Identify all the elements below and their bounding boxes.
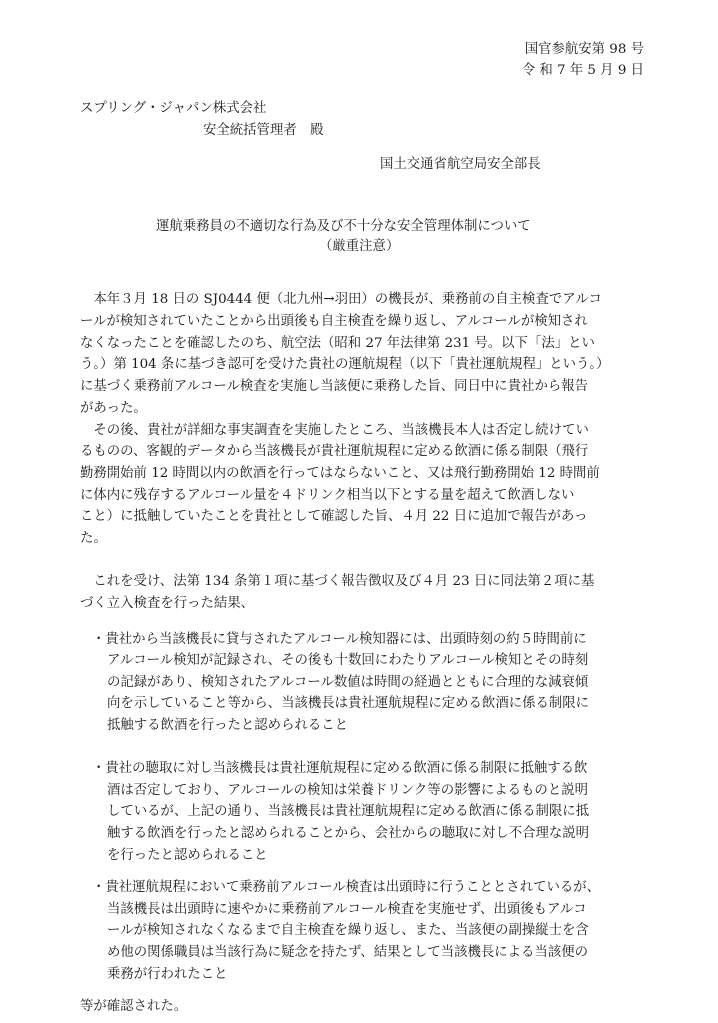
finding-line: ・貴社の聴取に対し当該機長は貴社運航規程に定める飲酒に係る制限に抵触する飲 xyxy=(92,761,588,776)
finding-line: の記録があり、検知されたアルコール数値は時間の経過とともに合理的な減衰傾 xyxy=(107,675,589,690)
paragraph-line: づく立入検査を行った結果、 xyxy=(80,596,255,611)
finding-line: 触する飲酒を行ったと認められることから、会社からの聴取に対し不合理な説明 xyxy=(107,826,590,841)
recipient-title: 安全統括管理者 殿 xyxy=(203,123,324,138)
finding-line: 向を示していること等から、当該機長は貴社運航規程に定める飲酒に係る制限に xyxy=(107,696,590,711)
paragraph-line: に体内に残存するアルコール量を４ドリンク相当以下とする量を超えて飲酒しない xyxy=(80,488,575,503)
finding-line: 当該機長は出頭時に速やかに乗務前アルコール検査を実施せず、出頭後もアルコ xyxy=(107,902,587,917)
paragraph-line: に基づく乗務前アルコール検査を実施し当該便に乗務した旨、同日中に貴社から報告 xyxy=(80,379,589,394)
paragraph-line: これを受け、法第 134 条第１項に基づく報告徴収及び４月 23 日に同法第２項に基 xyxy=(80,574,595,589)
finding-line: ・貴社運航規程において乗務前アルコール検査は出頭時に行うこととされているが、 xyxy=(92,880,601,895)
recipient-company: スプリング・ジャパン株式会社 xyxy=(80,101,267,116)
subject-subtitle: （厳重注意） xyxy=(319,239,400,254)
finding-line: め他の関係職員は当該行為に疑念を持たず、結果として当該機長による当該便の xyxy=(107,945,588,960)
paragraph-line: こと）に抵触していたことを貴社として確認した旨、４月 22 日に追加で報告があっ xyxy=(80,509,588,524)
paragraph-line: るものの、客観的データから当該機長が貴社運航規程に定める飲酒に係る制限（飛行 xyxy=(80,444,589,459)
paragraph-line: があった。 xyxy=(80,401,147,416)
finding-line: しているが、上記の通り、当該機長は貴社運航規程に定める飲酒に係る制限に抵 xyxy=(107,804,590,819)
paragraph-line: ールが検知されていたことから出頭後も自主検査を繰り返し、アルコールが検知され xyxy=(80,314,588,329)
finding-line: 酒は否定しており、アルコールの検知は栄養ドリンク等の影響によるものと説明 xyxy=(107,783,588,798)
finding-line: 抵触する飲酒を行ったと認められること xyxy=(107,718,349,733)
document-date: 令 和 7 年 5 月 9 日 xyxy=(521,63,644,78)
paragraph-line: その後、貴社が詳細な事実調査を実施したところ、当該機長本人は否定し続けてい xyxy=(80,423,589,438)
document-number: 国官参航安第 98 号 xyxy=(524,42,644,57)
paragraph-line: 本年３月 18 日の SJ0444 便（北九州→羽田）の機長が、乗務前の自主検査でアルコ xyxy=(80,292,602,307)
paragraph-line: た。 xyxy=(80,531,107,546)
paragraph-line: なくなったことを確認したのち、航空法（昭和 27 年法律第 231 号。以下「法」とい xyxy=(80,336,595,351)
finding-line: を行ったと認められること xyxy=(107,848,268,863)
finding-line: ・貴社から当該機長に貸与されたアルコール検知器には、出頭時刻の約５時間前に xyxy=(92,632,587,647)
closing-statement: 等が確認された。 xyxy=(80,999,188,1014)
finding-line: 乗務が行われたこと xyxy=(107,967,228,982)
finding-line: アルコール検知が記録され、その後も十数回にわたりアルコール検知とその時刻 xyxy=(107,653,589,668)
paragraph-line: う。）第 104 条に基づき認可を受けた貴社の運航規程（以下「貴社運航規程」という。） xyxy=(80,357,610,372)
sender: 国土交通省航空局安全部長 xyxy=(380,157,541,172)
subject-title: 運航乗務員の不適切な行為及び不十分な安全管理体制について xyxy=(156,219,531,234)
paragraph-line: 勤務開始前 12 時間以内の飲酒を行ってはならないこと、又は飛行勤務開始 12 時間前 xyxy=(80,466,600,481)
finding-line: ールが検知されなくなるまで自主検査を繰り返し、また、当該便の副操縦士を含 xyxy=(107,923,589,938)
